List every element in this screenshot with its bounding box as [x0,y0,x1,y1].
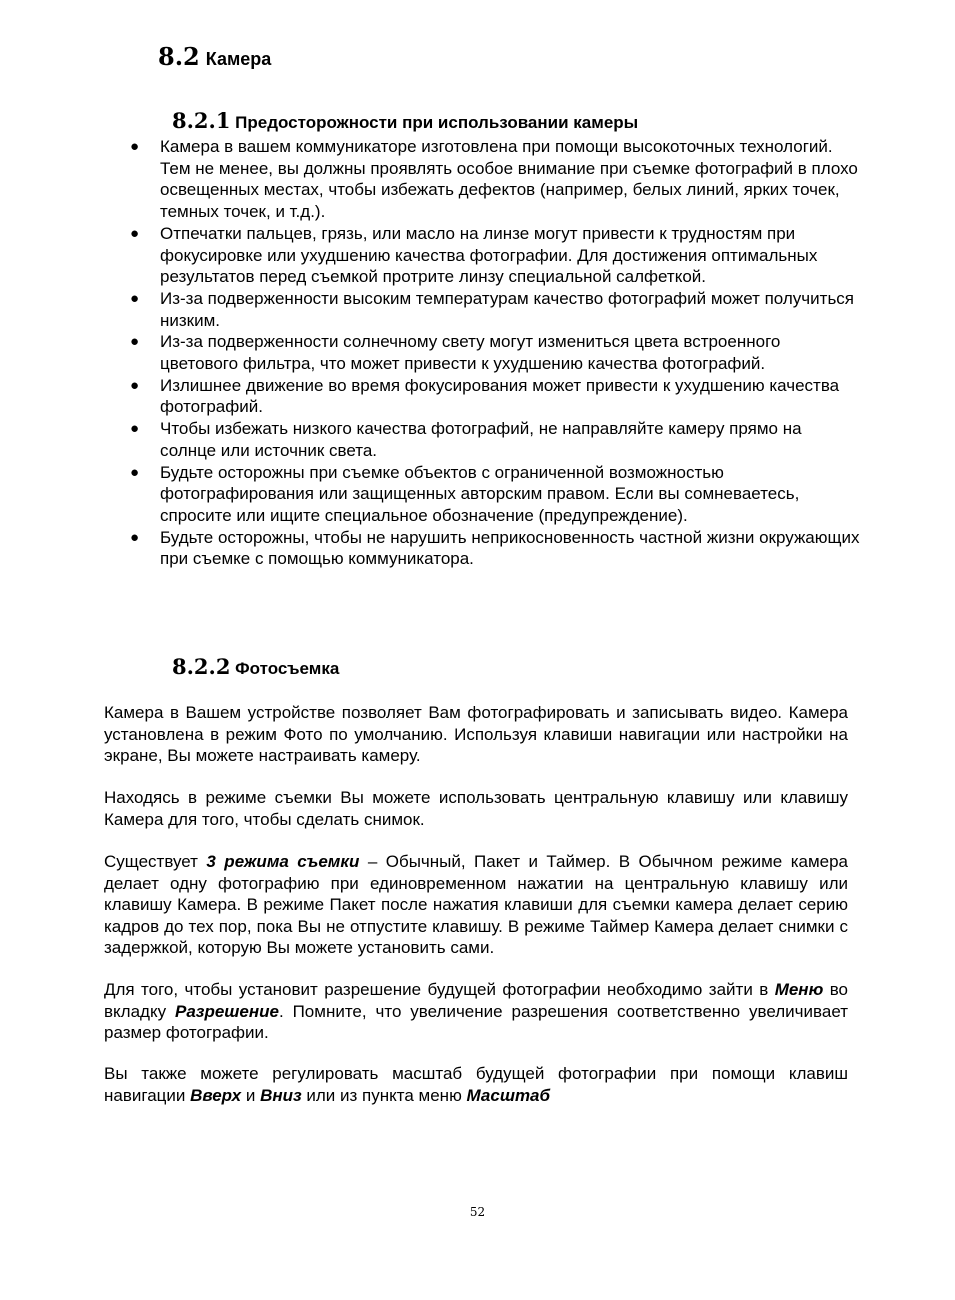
list-item-text: Излишнее движение во время фокусирования может привести к ухудшению качества фотографий. [160,375,840,417]
emphasis-zoom: Масштаб [466,1085,551,1105]
subsection-number: 8.2.1 [172,108,231,133]
bullet-icon: ● [130,333,140,351]
section-title: Камера [205,49,272,69]
paragraph-shooting-key: Находясь в режиме съемки Вы можете использовать центральную клавишу или клавишу Камера для того, чтобы сделать снимок. [104,788,848,829]
text-segment: во вкладку [104,980,848,1021]
precautions-list [130,136,860,570]
bullet-icon: ● [130,289,140,307]
subsection-title: Фотосъемка [235,659,340,678]
subsection-heading-photo [172,654,339,680]
bullet-icon: ● [130,463,140,481]
list-item [130,527,860,570]
list-item [130,462,860,527]
page-number: 52 [469,1205,486,1219]
emphasis-up: Вверх [190,1085,242,1105]
paragraph-shooting-modes [104,851,848,959]
section-heading [158,42,271,72]
list-item [130,288,860,331]
list-item [130,136,860,223]
paragraph-zoom [104,1063,848,1106]
text-segment: . Помните, что увеличение разрешения соответственно увеличивает размер фотографии. [104,1001,848,1042]
paragraph-resolution [104,979,848,1044]
list-item-text: Камера в вашем коммуникаторе изготовлена при помощи высокоточных технологий. Тем не менее, вы должны проявлять особое внимание при съемке фотографий в плохо освещенных местах, чтобы избежать дефектов (например, белых линий, ярких точек, темных точек, и т.д.). [160,137,858,222]
list-item [130,418,860,461]
bullet-icon: ● [130,528,140,546]
text-segment: или из пункта меню [301,1085,467,1105]
subsection-title: Предосторожности при использовании камеры [235,113,639,132]
paragraph-camera-intro: Камера в Вашем устройстве позволяет Вам фотографировать и записывать видео. Камера установлена в режим Фото по умолчанию. Используя клавиши навигации или настройки на экране, Вы можете настраивать камеру. [104,703,848,765]
emphasis-menu: Меню [774,980,824,999]
text-segment: Существует [104,852,207,871]
list-item [130,375,860,418]
bullet-icon: ● [130,224,140,242]
emphasis-modes: 3 режима съемки [206,852,360,871]
subsection-number: 8.2.2 [172,654,231,679]
text-segment: – Обычный, Пакет и Таймер. В Обычном режиме камера делает одну фотографию при единовременном нажатии на центральную клавишу или клавишу Камера. В режиме Пакет после нажатия клавиши для съемки камера делает серию кадров до тех пор, пока Вы не отпустите клавишу. В режиме Таймер Камера делает снимки с задержкой, которую Вы можете установить сами. [104,852,849,957]
list-item-text: Чтобы избежать низкого качества фотографий, не направляйте камеру прямо на солнце или источник света. [160,419,802,460]
text-segment: Вы также можете регулировать масштаб будущей фотографии при помощи клавиш навигации [104,1064,848,1105]
text-segment: и [241,1085,261,1105]
text-segment: Для того, чтобы установит разрешение будущей фотографии необходимо зайти в [104,980,775,999]
bullet-icon: ● [130,420,140,438]
bullet-icon: ● [130,138,140,155]
list-item-text: Будьте осторожны, чтобы не нарушить неприкосновенность частной жизни окружающих при съемке с помощью коммуникатора. [160,527,860,569]
list-item-text: Из-за подверженности высоким температурам качество фотографий может получиться низким. [160,288,855,330]
subsection-heading-precautions [172,108,638,134]
list-item [130,223,860,288]
section-number: 8.2 [158,42,200,71]
list-item-text: Из-за подверженности солнечному свету могут измениться цвета встроенного цветового фильтра, что может привести к ухудшению качества фотографий. [160,332,781,374]
emphasis-resolution: Разрешение [174,1001,279,1021]
emphasis-down: Вниз [260,1085,302,1105]
list-item-text: Будьте осторожны при съемке объектов с ограниченной возможностью фотографирования или защищенных авторским правом. Если вы сомневаетесь, спросите или ищите специальное обозначение (предупреждение). [160,462,800,525]
list-item [130,331,860,374]
bullet-icon: ● [130,376,140,394]
list-item-text: Отпечатки пальцев, грязь, или масло на линзе могут привести к трудностям при фокусировке или ухудшению качества фотографии. Для достижения оптимальных результатов перед съемкой протрите линзу специальной салфеткой. [160,223,818,287]
